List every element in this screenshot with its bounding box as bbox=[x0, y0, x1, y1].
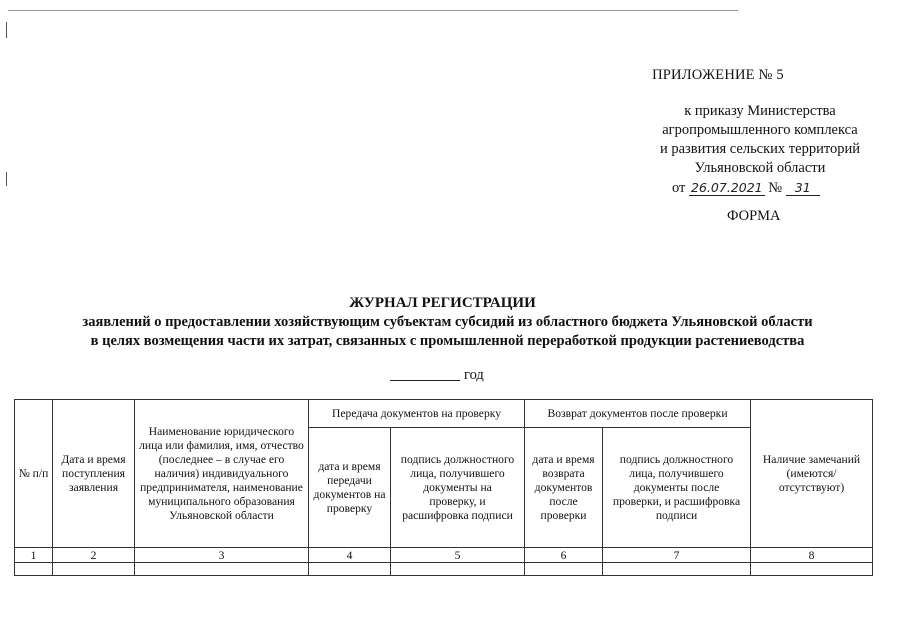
header-transfer-signature: подпись должностного лица, получившего документы на проверку, и расшифровка подписи bbox=[391, 428, 525, 548]
table-cell bbox=[135, 563, 309, 576]
header-remarks: Наличие замечаний (имеются/ отсутствуют) bbox=[751, 400, 873, 548]
table-cell bbox=[53, 563, 135, 576]
table-cell bbox=[751, 563, 873, 576]
appendix-title: ПРИЛОЖЕНИЕ № 5 bbox=[652, 67, 784, 83]
appendix-block bbox=[598, 66, 905, 102]
form-label: ФОРМА bbox=[727, 208, 781, 224]
table-cell bbox=[309, 563, 391, 576]
table-cell bbox=[603, 563, 751, 576]
column-number-6: 6 bbox=[525, 548, 603, 563]
header-receipt-datetime: Дата и время поступления заявления bbox=[53, 400, 135, 548]
year-line bbox=[390, 367, 484, 384]
scan-mark-left bbox=[6, 22, 7, 38]
scan-border-line bbox=[8, 10, 738, 11]
header-group-return: Возврат документов после проверки bbox=[525, 400, 751, 428]
column-number-8: 8 bbox=[751, 548, 873, 563]
header-group-transfer: Передача документов на проверку bbox=[309, 400, 525, 428]
journal-title: ЖУРНАЛ РЕГИСТРАЦИИ bbox=[349, 295, 536, 311]
header-entity-name: Наименование юридического лица или фамилия, имя, отчество (последнее – в случае его наличия) индивидуального предпринимателя, наименование муниципального образования Ульяновской области bbox=[135, 400, 309, 548]
scan-mark-left-lower bbox=[6, 172, 7, 186]
header-number: № п/п bbox=[15, 400, 53, 548]
year-blank bbox=[390, 380, 460, 381]
column-number-4: 4 bbox=[309, 548, 391, 563]
date-prefix: от bbox=[672, 180, 686, 196]
table-cell bbox=[391, 563, 525, 576]
appendix-line-order: к приказу Министерства bbox=[684, 103, 836, 119]
appendix-line-region: Ульяновской области bbox=[694, 160, 826, 176]
column-number-5: 5 bbox=[391, 548, 525, 563]
table-header-row bbox=[15, 400, 873, 428]
appendix-details bbox=[630, 102, 890, 198]
journal-heading bbox=[0, 294, 905, 351]
appendix-line-rural: и развития сельских территорий bbox=[659, 141, 860, 157]
appendix-line-ministry: агропромышленного комплекса bbox=[662, 122, 858, 138]
appendix-date-line bbox=[630, 179, 890, 198]
year-label: год bbox=[464, 367, 484, 383]
journal-subtitle-line2: в целях возмещения части их затрат, связанных с промышленной переработкой продукции растениеводства bbox=[90, 333, 805, 349]
header-return-signature: подпись должностного лица, получившего документы после проверки, и расшифровка подписи bbox=[603, 428, 751, 548]
number-prefix: № bbox=[768, 180, 783, 196]
column-number-1: 1 bbox=[15, 548, 53, 563]
header-transfer-datetime: дата и время передачи документов на проверку bbox=[309, 428, 391, 548]
signature-date: 26.07.2021 bbox=[691, 180, 763, 195]
table-cell bbox=[15, 563, 53, 576]
header-return-datetime: дата и время возврата документов после проверки bbox=[525, 428, 603, 548]
table-cell bbox=[525, 563, 603, 576]
column-number-7: 7 bbox=[603, 548, 751, 563]
registration-table bbox=[14, 399, 873, 576]
column-number-3: 3 bbox=[135, 548, 309, 563]
signature-number: 31 bbox=[786, 181, 820, 196]
table-row bbox=[15, 563, 873, 576]
column-number-2: 2 bbox=[53, 548, 135, 563]
journal-subtitle-line1: заявлений о предоставлении хозяйствующим субъектам субсидий из областного бюджета Ульяновской области bbox=[82, 314, 813, 330]
table-number-row bbox=[15, 548, 873, 563]
